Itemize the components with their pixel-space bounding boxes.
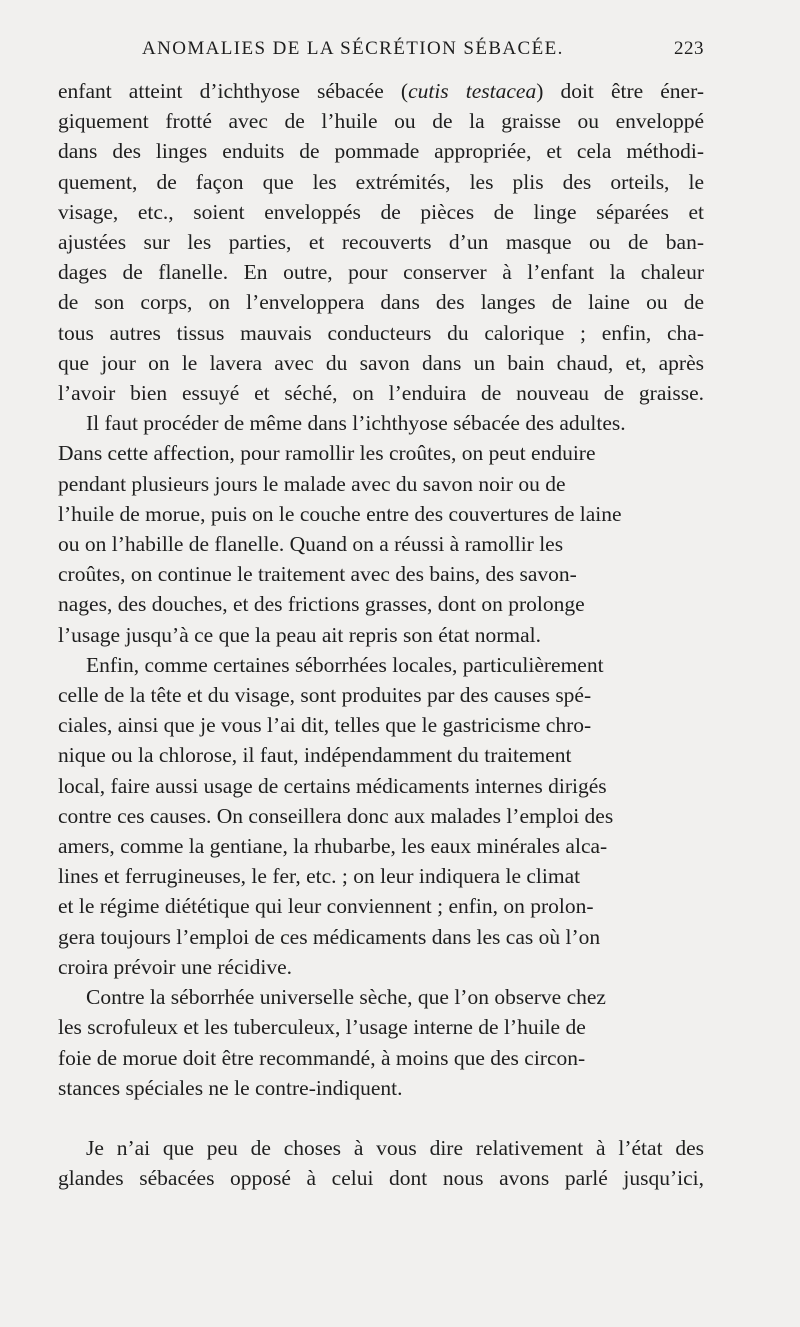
paragraph-5 — [58, 1133, 704, 1193]
running-title: ANOMALIES DE LA SÉCRÉTION SÉBACÉE. — [142, 38, 564, 59]
text-line: nique ou la chlorose, il faut, indépendamment du traitement — [58, 743, 572, 768]
text-line: Enfin, comme certaines séborrhées locales, particulièrement — [86, 652, 604, 677]
text-line: amers, comme la gentiane, la rhubarbe, les eaux minérales alca- — [58, 834, 608, 859]
text-line: Je n’ai que peu de choses à vous dire relativement à l’état des — [86, 1135, 704, 1160]
text-line: foie de morue doit être recommandé, à moins que des circon- — [58, 1045, 586, 1070]
text-line: dages de flanelle. En outre, pour conserver à l’enfant la chaleur — [58, 260, 704, 285]
text-line: visage, etc., soient enveloppés de pièces de linge séparées et — [58, 199, 704, 224]
text-line: l’usage jusqu’à ce que la peau ait repris son état normal. — [58, 622, 541, 647]
text-line: que jour on le lavera avec du savon dans un bain chaud, et, après — [58, 350, 704, 375]
text-line: de son corps, on l’enveloppera dans des langes de laine ou de — [58, 290, 704, 315]
text-line: lines et ferrugineuses, le fer, etc. ; on leur indiquera le climat — [58, 864, 581, 889]
text-line: glandes sébacées opposé à celui dont nous avons parlé jusqu’ici, — [58, 1166, 704, 1191]
text-line: nages, des douches, et des frictions grasses, dont on prolonge — [58, 592, 585, 617]
paragraph-3 — [58, 650, 704, 982]
text-line: stances spéciales ne le contre-indiquent. — [58, 1075, 403, 1100]
paragraph-4 — [58, 982, 704, 1103]
text-line: contre ces causes. On conseillera donc aux malades l’emploi des — [58, 803, 614, 828]
text-line: ciales, ainsi que je vous l’ai dit, telles que le gastricisme chro- — [58, 713, 592, 738]
latin-term: cutis testacea — [408, 79, 537, 103]
text-line: Contre la séborrhée universelle sèche, que l’on observe chez — [86, 985, 606, 1010]
paragraph-1 — [58, 76, 704, 408]
text-line: Dans cette affection, pour ramollir les croûtes, on peut enduire — [58, 441, 596, 466]
text-line: gera toujours l’emploi de ces médicaments dans les cas où l’on — [58, 924, 601, 949]
text-line: et le régime diététique qui leur conviennent ; enfin, on prolon- — [58, 894, 594, 919]
page-header — [58, 38, 704, 68]
text-line: Il faut procéder de même dans l’ichthyose sébacée des adultes. — [86, 411, 626, 436]
text-line: ou on l’habille de flanelle. Quand on a réussi à ramollir les — [58, 532, 564, 557]
text-line: enfant atteint d’ichthyose sébacée (cutis testacea) doit être éner- — [58, 79, 704, 103]
text-line: dans des linges enduits de pommade appropriée, et cela méthodi- — [58, 139, 704, 164]
text-line: local, faire aussi usage de certains médicaments internes dirigés — [58, 773, 607, 798]
text-line: l’avoir bien essuyé et séché, on l’enduira de nouveau de graisse. — [58, 381, 704, 406]
paragraph-2 — [58, 408, 704, 650]
text-line: celle de la tête et du visage, sont produites par des causes spé- — [58, 683, 592, 708]
text-line: l’huile de morue, puis on le couche entre des couvertures de laine — [58, 501, 622, 526]
text-line: giquement frotté avec de l’huile ou de la graisse ou enveloppé — [58, 109, 704, 134]
text-line: les scrofuleux et les tuberculeux, l’usage interne de l’huile de — [58, 1015, 586, 1040]
page-number: 223 — [674, 38, 704, 59]
text-line: pendant plusieurs jours le malade avec du savon noir ou de — [58, 471, 566, 496]
text-line: ajustées sur les parties, et recouverts d’un masque ou de ban- — [58, 230, 704, 255]
body-text — [58, 76, 704, 1193]
text-line: croira prévoir une récidive. — [58, 954, 292, 979]
text-line: quement, de façon que les extrémités, les plis des orteils, le — [58, 169, 704, 194]
text-line: croûtes, on continue le traitement avec des bains, des savon- — [58, 562, 577, 587]
text-line: tous autres tissus mauvais conducteurs du calorique ; enfin, cha- — [58, 320, 704, 345]
